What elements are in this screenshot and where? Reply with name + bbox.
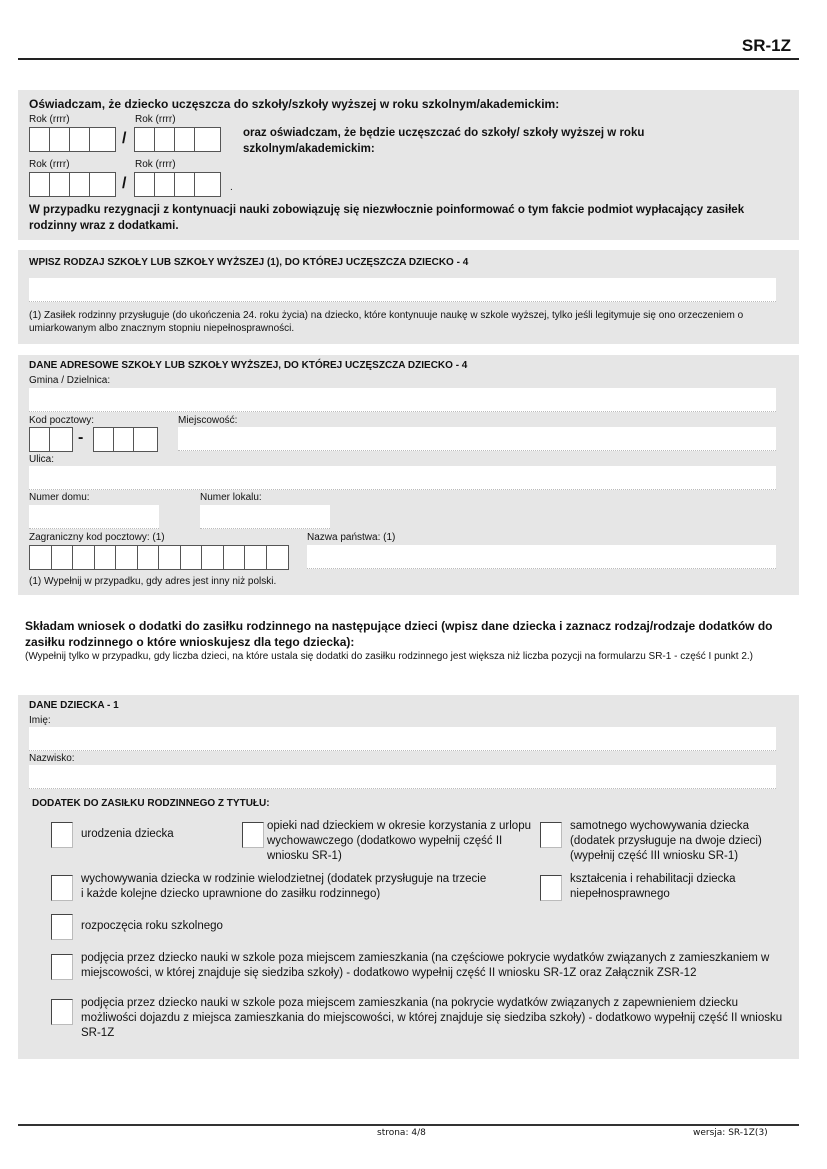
bottom-divider xyxy=(18,1124,799,1126)
declaration-line1: Oświadczam, że dziecko uczęszcza do szkoły/szkoły wyższej w roku szkolnym/akademickim: xyxy=(29,97,560,111)
checkbox-school-year-start[interactable] xyxy=(51,914,73,940)
char-cell[interactable] xyxy=(52,546,74,569)
digit-cell[interactable] xyxy=(114,428,134,451)
digit-cell[interactable] xyxy=(135,173,155,196)
year-label-3: Rok (rrrr) xyxy=(29,159,70,170)
char-cell[interactable] xyxy=(138,546,160,569)
year-label-1: Rok (rrrr) xyxy=(29,114,70,125)
option-disabled-education-label: kształcenia i rehabilitacji dziecka niepełnosprawnego xyxy=(570,873,736,900)
street-label: Ulica: xyxy=(29,454,55,465)
flat-number-label: Numer lokalu: xyxy=(200,492,262,503)
year-label-2: Rok (rrrr) xyxy=(135,114,176,125)
checkbox-school-commute[interactable] xyxy=(51,999,73,1025)
option-school-year-start-label: rozpoczęcia roku szkolnego xyxy=(81,920,223,932)
last-name-input[interactable] xyxy=(29,765,776,789)
option-school-commute-label: podjęcia przez dziecko nauki w szkole poza miejscem zamieszkania (na pokrycie wydatków związanych z zapewnieniem dziecku możliwości dojazdu z miejsca zamieszkania do miejscowości, w której znajduje się siedziba szkoły) - dodatkowo wypełnij część II wniosku SR-1Z xyxy=(81,997,783,1039)
postal-code-part1[interactable] xyxy=(29,427,73,452)
char-cell[interactable] xyxy=(245,546,267,569)
year-input-next-start[interactable] xyxy=(29,172,116,197)
digit-cell[interactable] xyxy=(175,173,195,196)
top-divider xyxy=(18,58,799,60)
supplement-title: DODATEK DO ZASIŁKU RODZINNEGO Z TYTUŁU: xyxy=(32,798,270,809)
postal-code-label: Kod pocztowy: xyxy=(29,415,95,426)
gmina-label: Gmina / Dzielnica: xyxy=(29,375,111,386)
gmina-input[interactable] xyxy=(29,388,776,412)
supplements-intro-note: (Wypełnij tylko w przypadku, gdy liczba dzieci, na które ustala się dodatki do zasiłku rodzinnego jest większa niż liczba pozycji na formularzu SR-1 - część I punkt 2.) xyxy=(25,651,754,662)
checkbox-large-family[interactable] xyxy=(51,875,73,901)
form-code: SR-1Z xyxy=(741,36,791,55)
year-separator: / xyxy=(122,130,127,147)
option-large-family-label: wychowywania dziecka w rodzinie wielodzietnej (dodatek przysługuje na trzecie i każde kolejne dziecko uprawnione do zasiłku rodzinnego) xyxy=(81,873,487,900)
char-cell[interactable] xyxy=(30,546,52,569)
school-type-section xyxy=(18,250,799,344)
digit-cell[interactable] xyxy=(50,128,70,151)
digit-cell[interactable] xyxy=(50,173,70,196)
city-label: Miejscowość: xyxy=(178,415,238,426)
child-title: DANE DZIECKA - 1 xyxy=(29,700,119,711)
digit-cell[interactable] xyxy=(135,128,155,151)
digit-cell[interactable] xyxy=(90,173,110,196)
year-input-next-end[interactable] xyxy=(134,172,221,197)
year-label-4: Rok (rrrr) xyxy=(135,159,176,170)
digit-cell[interactable] xyxy=(30,128,50,151)
child-section xyxy=(18,695,799,1059)
digit-cell[interactable] xyxy=(90,128,110,151)
country-input[interactable] xyxy=(307,545,776,569)
checkbox-parental-leave[interactable] xyxy=(242,822,264,848)
char-cell[interactable] xyxy=(73,546,95,569)
school-type-input[interactable] xyxy=(29,278,776,302)
year-input-current-start[interactable] xyxy=(29,127,116,152)
char-cell[interactable] xyxy=(224,546,246,569)
foreign-postal-input[interactable] xyxy=(29,545,289,570)
house-number-label: Numer domu: xyxy=(29,492,90,503)
digit-cell[interactable] xyxy=(50,428,70,451)
first-name-label: Imię: xyxy=(29,715,51,726)
digit-cell[interactable] xyxy=(195,128,215,151)
digit-cell[interactable] xyxy=(175,128,195,151)
char-cell[interactable] xyxy=(202,546,224,569)
last-name-label: Nazwisko: xyxy=(29,753,75,764)
option-birth-label: urodzenia dziecka xyxy=(81,828,174,840)
supplements-intro: Składam wniosek o dodatki do zasiłku rodzinnego na następujące dzieci (wpisz dane dziecka i zaznacz rodzaj/rodzaje dodatków do zasiłku rodzinnego o które wnioskujesz dla tego dziecka): xyxy=(25,619,773,649)
postal-code-dash: - xyxy=(78,429,84,446)
postal-code-part2[interactable] xyxy=(93,427,158,452)
resignation-notice: W przypadku rezygnacji z kontynuacji nauki zobowiązuję się niezwłocznie poinformować o tym fakcie podmiot wypłacający zasiłek rodzinny wraz z dodatkami. xyxy=(29,204,745,232)
digit-cell[interactable] xyxy=(155,173,175,196)
city-input[interactable] xyxy=(178,427,776,451)
foreign-postal-label: Zagraniczny kod pocztowy: (1) xyxy=(29,532,165,543)
digit-cell[interactable] xyxy=(70,128,90,151)
first-name-input[interactable] xyxy=(29,727,776,751)
declaration-line2: oraz oświadczam, że będzie uczęszczać do szkoły/ szkoły wyższej w roku szkolnym/akademickim: xyxy=(243,127,645,155)
house-number-input[interactable] xyxy=(29,505,159,529)
option-single-parent-label: samotnego wychowywania dziecka (dodatek przysługuje na dwoje dzieci) (wypełnij część III wniosku SR-1) xyxy=(570,820,762,862)
char-cell[interactable] xyxy=(159,546,181,569)
digit-cell[interactable] xyxy=(94,428,114,451)
digit-cell[interactable] xyxy=(155,128,175,151)
checkbox-single-parent[interactable] xyxy=(540,822,562,848)
year-input-current-end[interactable] xyxy=(134,127,221,152)
street-input[interactable] xyxy=(29,466,776,490)
school-type-note: (1) Zasiłek rodzinny przysługuje (do ukończenia 24. roku życia) na dziecko, które kontynuuje naukę w szkole wyższej, tylko jeśli legitymuje się ono orzeczeniem o umiarkowanym albo znacznym stopniu niepełnosprawności. xyxy=(29,310,744,334)
school-address-section xyxy=(18,355,799,595)
digit-cell[interactable] xyxy=(30,428,50,451)
char-cell[interactable] xyxy=(181,546,203,569)
country-label: Nazwa państwa: (1) xyxy=(307,532,396,543)
option-school-accommodation-label: podjęcia przez dziecko nauki w szkole poza miejscem zamieszkania (na częściowe pokrycie wydatków związanych z zamieszkaniem w miejscowości, w której znajduje się siedziba szkoły) - dodatkowo wypełnij część II wniosku SR-1Z oraz Załącznik ZSR-12 xyxy=(81,952,770,979)
school-address-title: DANE ADRESOWE SZKOŁY LUB SZKOŁY WYŻSZEJ, DO KTÓREJ UCZĘSZCZA DZIECKO - 4 xyxy=(29,360,468,371)
char-cell[interactable] xyxy=(116,546,138,569)
checkbox-birth[interactable] xyxy=(51,822,73,848)
char-cell[interactable] xyxy=(267,546,289,569)
page-number: strona: 4/8 xyxy=(377,1128,426,1138)
period-mark: . xyxy=(230,182,233,193)
address-note: (1) Wypełnij w przypadku, gdy adres jest inny niż polski. xyxy=(29,576,277,587)
digit-cell[interactable] xyxy=(195,173,215,196)
declaration-section xyxy=(18,90,799,240)
digit-cell[interactable] xyxy=(70,173,90,196)
checkbox-school-accommodation[interactable] xyxy=(51,954,73,980)
digit-cell[interactable] xyxy=(134,428,154,451)
flat-number-input[interactable] xyxy=(200,505,330,529)
school-type-title: WPISZ RODZAJ SZKOŁY LUB SZKOŁY WYŻSZEJ (1), DO KTÓREJ UCZĘSZCZA DZIECKO - 4 xyxy=(29,257,469,268)
char-cell[interactable] xyxy=(95,546,117,569)
digit-cell[interactable] xyxy=(30,173,50,196)
option-parental-leave-label: opieki nad dzieckiem w okresie korzystania z urlopu wychowawczego (dodatkowo wypełnij część II wniosku SR-1) xyxy=(267,820,531,862)
form-version: wersja: SR-1Z(3) xyxy=(693,1128,768,1138)
year-separator: / xyxy=(122,175,127,192)
checkbox-disabled-education[interactable] xyxy=(540,875,562,901)
